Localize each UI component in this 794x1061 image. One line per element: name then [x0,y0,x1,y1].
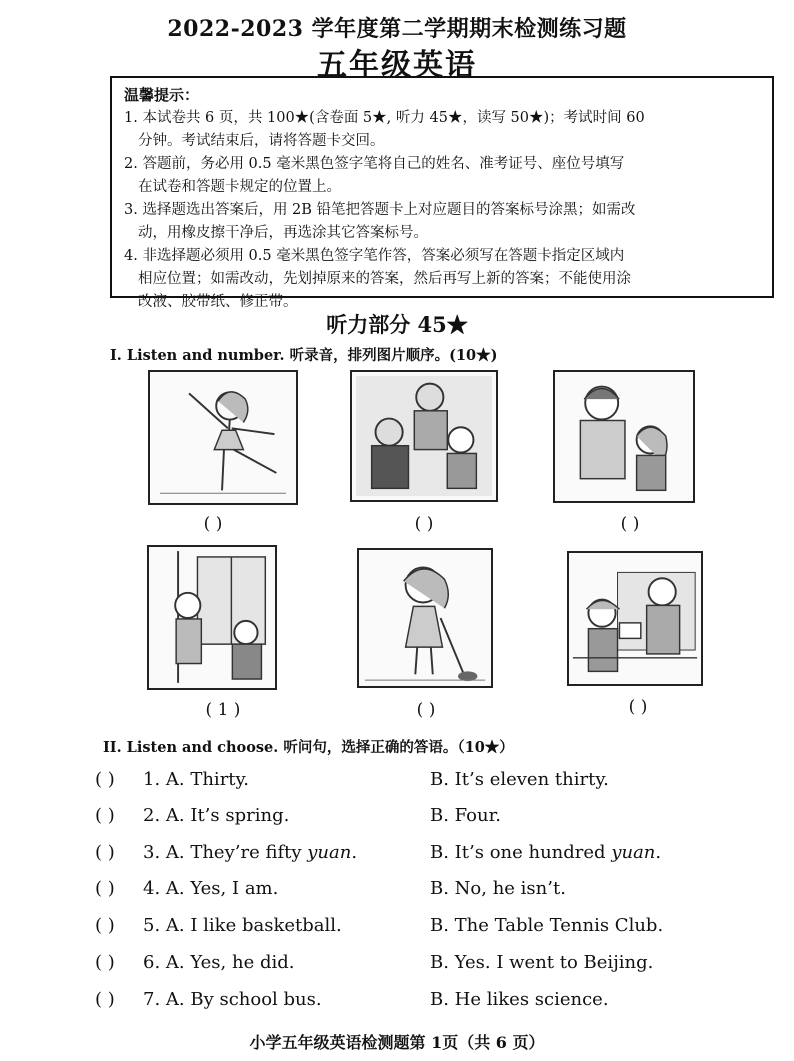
option-b: B. Yes. I went to Beijing. [430,952,654,973]
picture-answer-2[interactable]: ( ) [414,514,434,534]
section2-title: II. Listen and choose. 听问句，选择正确的答语。（10★） [103,739,514,756]
notice-line: 分钟。考试结束后，请将答题卡交回。 [138,133,385,149]
answer-blank[interactable]: ( ) [95,878,115,899]
notice-box [110,76,774,310]
question-row [95,915,755,945]
notice-line: 改液、胶带纸、修正带。 [138,294,298,310]
option-a: 6. A. Yes, he did. [143,952,295,973]
question-row [95,878,755,908]
notice-line: 在试卷和答题卡规定的位置上。 [138,179,341,195]
answer-blank[interactable]: ( ) [95,952,115,973]
option-b: B. It’s eleven thirty. [430,769,609,790]
answer-blank[interactable]: ( ) [95,915,115,936]
notice-line: 4. 非选择题必须用 0.5 毫米黑色签字笔作答，答案必须写在答题卡指定区域内 [124,248,625,264]
answer-blank[interactable]: ( ) [95,842,115,863]
notice-title: 温馨提示： [124,86,200,104]
option-a: 3. A. They’re fifty yuan. [143,842,358,863]
option-b: B. Four. [430,805,501,826]
notice-line: 3. 选择题选出答案后，用 2B 铅笔把答题卡上对应题目的答案标号涂黑；如需改 [124,202,636,218]
picture-answer-3[interactable]: ( ) [620,514,640,534]
option-b: B. He likes science. [430,989,609,1010]
exam-title: 2022-2023 学年度第二学期期末检测练习题 [167,16,627,42]
question-row [95,805,755,835]
option-a: 1. A. Thirty. [143,769,250,790]
notice-line: 动，用橡皮擦干净后，再选涂其它答案标号。 [138,225,428,241]
notice-line: 2. 答题前，务必用 0.5 毫米黑色签字笔将自己的姓名、准考证号、座位号填写 [124,156,625,172]
option-a: 2. A. It’s spring. [143,805,290,826]
option-b: B. It’s one hundred yuan. [430,842,662,863]
question-row [95,842,755,872]
grandparents-family-icon [350,370,498,502]
picture-answer-1[interactable]: ( ) [203,514,223,534]
question-row [95,769,755,799]
notice-line: 1. 本试卷共 6 页，共 100★(含卷面 5★, 听力 45★，读写 50★)；考试时间 60 [124,110,645,126]
question-row [95,989,755,1019]
option-b: B. No, he isn’t. [430,878,566,899]
option-b: B. The Table Tennis Club. [430,915,664,936]
page-footer: 小学五年级英语检测题第 1页（共 6 页） [249,1033,545,1052]
ballet-girl-icon [148,370,298,505]
option-a: 5. A. I like basketball. [143,915,342,936]
notice-line: 相应位置；如需改动，先划掉原来的答案，然后再写上新的答案；不能使用涂 [138,271,631,287]
question-row [95,952,755,982]
option-a: 7. A. By school bus. [143,989,322,1010]
listening-heading: 听力部分 45★ [326,312,468,337]
girl-teacher-card-icon [567,551,703,686]
subway-girls-icon [147,545,277,690]
picture-answer-6[interactable]: ( ) [628,697,648,717]
mother-daughter-icon [553,370,695,503]
answer-blank[interactable]: ( ) [95,989,115,1010]
girl-sweeping-icon [357,548,493,688]
picture-answer-4[interactable]: ( 1 ) [205,700,241,720]
answer-blank[interactable]: ( ) [95,769,115,790]
answer-blank[interactable]: ( ) [95,805,115,826]
exam-subject: 五年级英语 [317,48,477,83]
option-a: 4. A. Yes, I am. [143,878,279,899]
picture-answer-5[interactable]: ( ) [416,700,436,720]
section1-title: I. Listen and number. 听录音，排列图片顺序。(10★) [110,347,498,364]
